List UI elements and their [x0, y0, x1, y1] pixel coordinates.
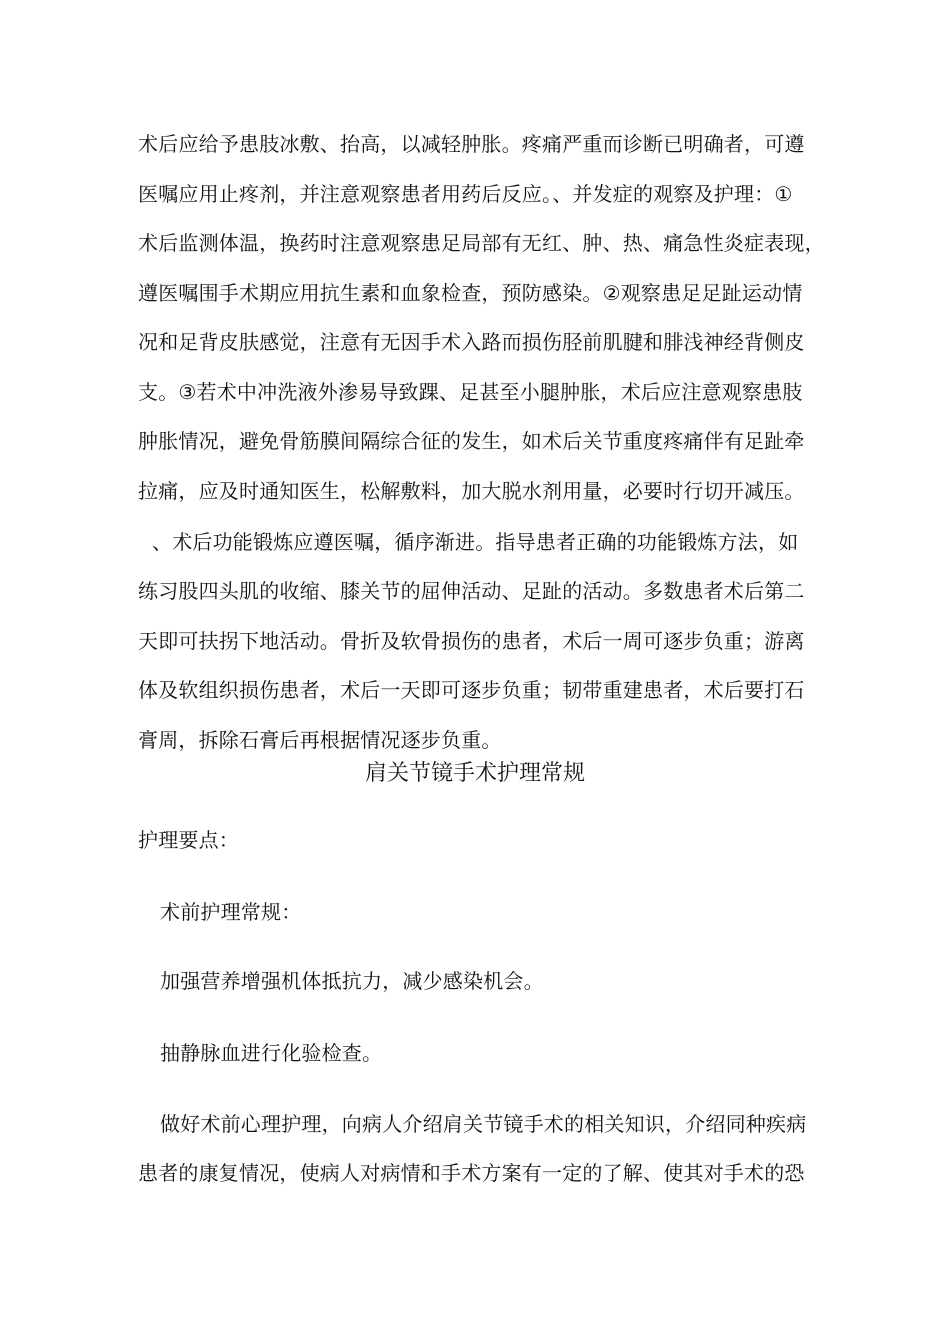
paragraph1-line: 术后监测体温，换药时注意观察患足局部有无红、肿、热、痛急性炎症表现， — [138, 231, 825, 255]
section-title: 肩关节镜手术护理常规 — [364, 761, 585, 786]
paragraph2-line: 、术后功能锻炼应遵医嘱，循序渐进。指导患者正确的功能锻炼方法，如 — [152, 530, 799, 554]
paragraph2-line: 天即可扶拐下地活动。骨折及软骨损伤的患者，术后一周可逐步负重；游离 — [138, 629, 805, 653]
nursing-points-label: 护理要点： — [138, 828, 239, 852]
paragraph1-line: 肿胀情况，避免骨筋膜间隔综合征的发生，如术后关节重度疼痛伴有足趾牵 — [138, 429, 805, 453]
paragraph1-line: 术后应给予患肢冰敷、抬高，以减轻肿胀。疼痛严重而诊断已明确者，可遵 — [138, 132, 805, 156]
paragraph1-line: 况和足背皮肤感觉，注意有无因手术入路而损伤胫前肌腱和腓浅神经背侧皮 — [138, 330, 805, 354]
preop-item-3-line: 患者的康复情况，使病人对病情和手术方案有一定的了解、使其对手术的恐 — [138, 1161, 805, 1185]
preop-item-1: 加强营养增强机体抵抗力，减少感染机会。 — [160, 969, 544, 993]
paragraph1-line: 遵医嘱围手术期应用抗生素和血象检查，预防感染。②观察患足足趾运动情 — [138, 281, 803, 305]
preop-item-2: 抽静脉血进行化验检查。 — [160, 1041, 383, 1065]
preop-item-3-line: 做好术前心理护理，向病人介绍肩关节镜手术的相关知识，介绍同种疾病 — [160, 1112, 807, 1136]
paragraph1-line: 医嘱应用止疼剂，并注意观察患者用药后反应。、并发症的观察及护理：① — [138, 182, 793, 206]
paragraph2-line: 练习股四头肌的收缩、膝关节的屈伸活动、足趾的活动。多数患者术后第二 — [138, 579, 805, 603]
paragraph2-line: 膏周，拆除石膏后再根据情况逐步负重。 — [138, 728, 502, 752]
paragraph1-line: 支。③若术中冲洗液外渗易导致踝、足甚至小腿肿胀，术后应注意观察患肢 — [138, 380, 803, 404]
paragraph1-line: 拉痛，应及时通知医生，松解敷料，加大脱水剂用量，必要时行切开减压。 — [138, 479, 805, 503]
preop-heading: 术前护理常规： — [160, 900, 302, 924]
paragraph2-line: 体及软组织损伤患者，术后一天即可逐步负重；韧带重建患者，术后要打石 — [138, 678, 805, 702]
